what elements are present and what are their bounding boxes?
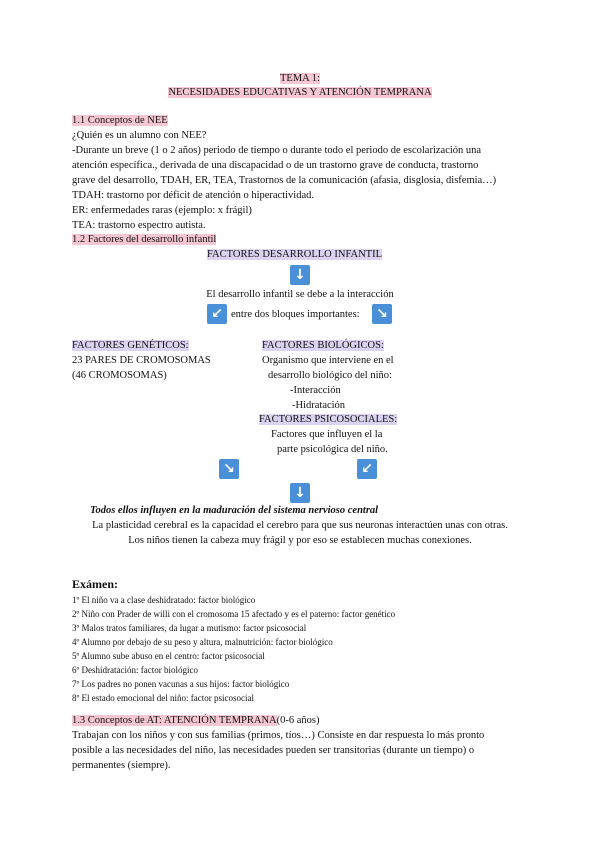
nee-line: TEA: trastorno espectro autista. [72,220,206,231]
exam-item: 2º Niño con Prader de willi con el cromosoma 15 afectado y es el paterno: factor genético [72,609,396,619]
arrow-down-right-icon: ↘ [372,304,392,324]
genetic-line: 23 PARES DE CROMOSOMAS [72,355,211,366]
genetic-line: (46 CROMOSOMAS) [72,370,167,381]
maturation-statement: Todos ellos influyen en la maduración del sistema nervioso central [90,505,379,516]
nee-line: TDAH: trastorno por déficit de atención o hiperactividad. [72,190,315,201]
tema-label: TEMA 1: [280,73,320,84]
biological-line: -Hidratación [292,400,346,411]
page-subtitle: NECESIDADES EDUCATIVAS Y ATENCIÓN TEMPRANA [168,87,432,98]
psychosocial-title: FACTORES PSICOSOCIALES: [259,414,398,425]
at-line: posible a las necesidades del niño, las necesidades pueden ser transitorias (durante un tiempo) o [72,745,475,756]
biological-line: desarrollo biológico del niño: [268,370,392,381]
psychosocial-line: parte psicológica del niño. [277,444,388,455]
plasticity-text-2: Los niños tienen la cabeza muy frágil y por eso se establecen muchas conexiones. [128,535,472,546]
exam-item: 3º Malos tratos familiares, da lugar a mutismo: factor psicosocial [72,623,307,633]
arrow-down-icon: ↓ [290,265,310,285]
biological-line: Organismo que interviene en el [262,355,394,366]
biological-line: -Interacción [290,385,341,396]
nee-line: ER: enfermedades raras (ejemplo: x frágil) [72,205,252,216]
arrow-down-left-icon: ↙ [207,304,227,324]
diagram-title: FACTORES DESARROLLO INFANTIL [207,249,383,260]
psychosocial-line: Factores que influyen el la [271,429,383,440]
exam-item: 1º El niño va a clase deshidratado: factor biológico [72,595,256,605]
arrow-down-icon: ↓ [290,483,310,503]
arrow-down-right-icon: ↘ [219,459,239,479]
section-2-heading: 1.2 Factores del desarrollo infantil [72,234,217,245]
arrow-down-left-icon: ↙ [357,459,377,479]
nee-line: grave del desarrollo, TDAH, ER, TEA, Trastornos de la comunicación (afasia, disglosia, disfemia…) [72,175,497,186]
nee-line: atención específica., derivada de una discapacidad o de un trastorno grave de conducta, trastorno [72,160,479,171]
nee-question: ¿Quién es un alumno con NEE? [72,130,207,141]
biological-title: FACTORES BIOLÓGICOS: [262,340,384,351]
plasticity-text: La plasticidad cerebral es la capacidad el cerebro para que sus neuronas interactúen unas con otras. [92,520,508,531]
genetic-title: FACTORES GENÉTICOS: [72,340,189,351]
at-line: Trabajan con los niños y con sus familias (primos, tíos…) Consiste en dar respuesta lo más pronto [72,730,485,741]
diagram-intro: El desarrollo infantil se debe a la interacción [206,289,394,300]
exam-heading: Exámen: [72,577,118,591]
section-1-heading: 1.1 Conceptos de NEE [72,115,168,126]
exam-item: 5º Alumno sube abuso en el centro: factor psicosocial [72,651,265,661]
exam-item: 4º Alumno por debajo de su peso y altura, malnutrición: factor biológico [72,637,333,647]
exam-item: 6º Deshidratación: factor biológico [72,665,198,675]
page-title [0,73,600,84]
exam-item: 7º Los padres no ponen vacunas a sus hijos: factor biológico [72,679,290,689]
exam-item: 8º El estado emocional del niño: factor psicosocial [72,693,254,703]
at-line: permanentes (siempre). [72,760,171,771]
nee-line: -Durante un breve (1 o 2 años) periodo de tiempo o durante todo el periodo de escolarización una [72,145,482,156]
section-3-heading: 1.3 Conceptos de AT: ATENCIÓN TEMPRANA(0-6 años) [72,715,320,726]
diagram-intro-2: entre dos bloques importantes: [231,309,360,320]
